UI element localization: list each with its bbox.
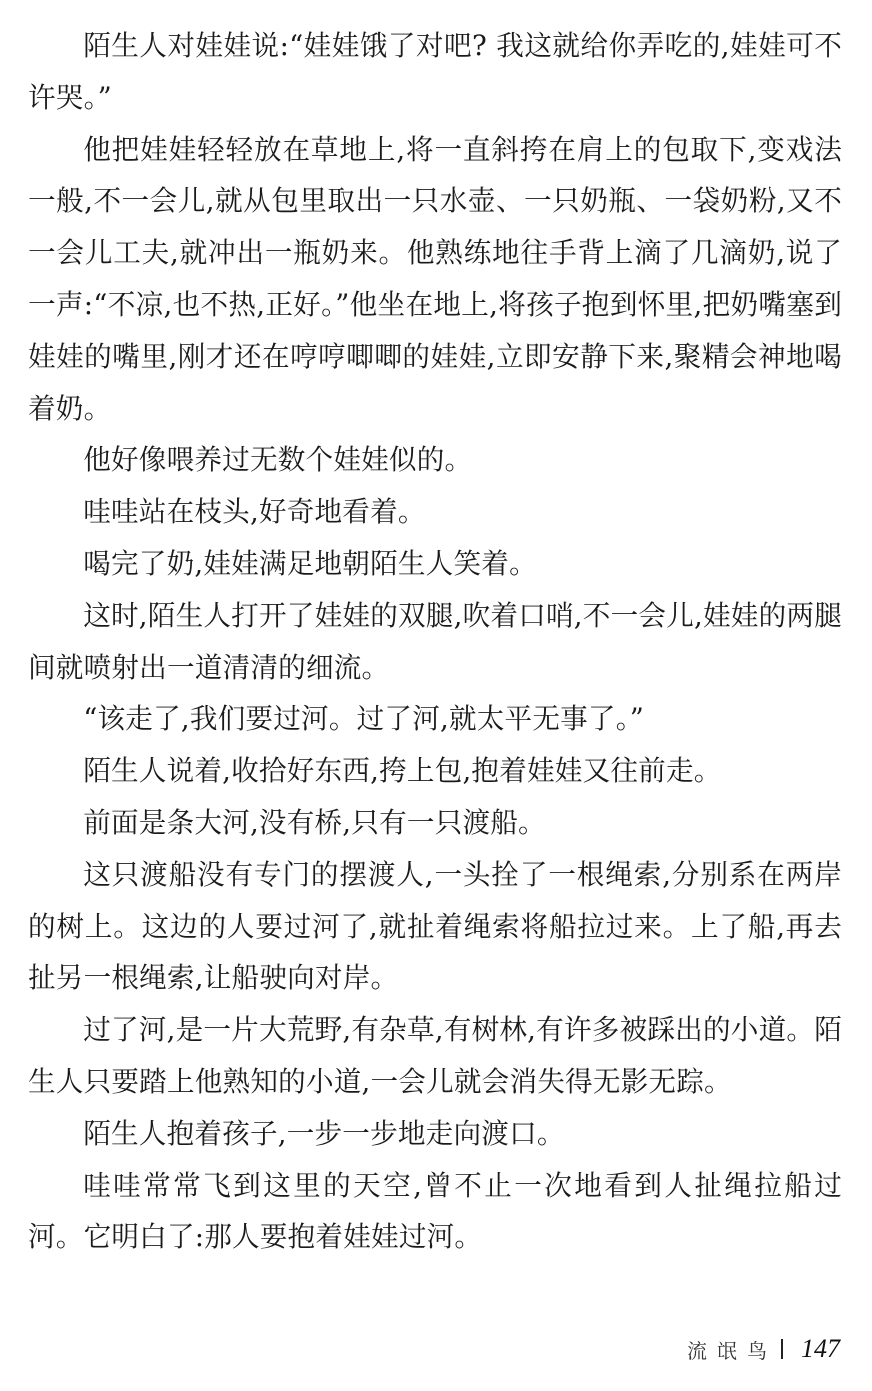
- running-title: 流氓鸟: [687, 1338, 777, 1363]
- paragraph: 他把娃娃轻轻放在草地上,将一直斜挎在肩上的包取下,变戏法一般,不一会儿,就从包里取出一只水壶、一只奶瓶、一袋奶粉,又不一会儿工夫,就冲出一瓶奶来。他熟练地往手背上滴了几滴奶,说了一声:“不凉,也不热,正好。”他坐在地上,将孩子抱到怀里,把奶嘴塞到娃娃的嘴里,刚才还在哼哼唧唧的娃娃,立即安静下来,聚精会神地喝着奶。: [28, 132, 842, 425]
- paragraph: 这只渡船没有专门的摆渡人,一头拴了一根绳索,分别系在两岸的树上。这边的人要过河了,就扯着绳索将船拉过来。上了船,再去扯另一根绳索,让船驶向对岸。: [28, 857, 842, 995]
- paragraph: 过了河,是一片大荒野,有杂草,有树林,有许多被踩出的小道。陌生人只要踏上他熟知的小道,一会儿就会消失得无影无踪。: [28, 1013, 842, 1098]
- paragraph: 陌生人说着,收拾好东西,挎上包,抱着娃娃又往前走。: [83, 754, 722, 788]
- paragraph: 哇哇站在枝头,好奇地看着。: [83, 495, 426, 529]
- page-footer: [687, 1331, 840, 1367]
- paragraph: 陌生人抱着孩子,一步一步地走向渡口。: [83, 1116, 565, 1150]
- paragraph: 前面是条大河,没有桥,只有一只渡船。: [83, 805, 546, 839]
- paragraph: 这时,陌生人打开了娃娃的双腿,吹着口哨,不一会儿,娃娃的两腿间就喷射出一道清清的细流。: [28, 598, 842, 684]
- paragraph: 他好像喂养过无数个娃娃似的。: [83, 443, 473, 477]
- paragraph: “该走了,我们要过河。过了河,就太平无事了。”: [83, 702, 645, 736]
- paragraph: 喝完了奶,娃娃满足地朝陌生人笑着。: [83, 546, 537, 580]
- footer-divider: [781, 1339, 783, 1359]
- paragraph: 陌生人对娃娃说:“娃娃饿了对吧? 我这就给你弄吃的,娃娃可不许哭。”: [28, 29, 842, 114]
- paragraph: 哇哇常常飞到这里的天空,曾不止一次地看到人扯绳拉船过河。它明白了:那人要抱着娃娃过河。: [28, 1168, 842, 1254]
- page-body: [28, 20, 842, 1263]
- page-number: 147: [801, 1334, 840, 1363]
